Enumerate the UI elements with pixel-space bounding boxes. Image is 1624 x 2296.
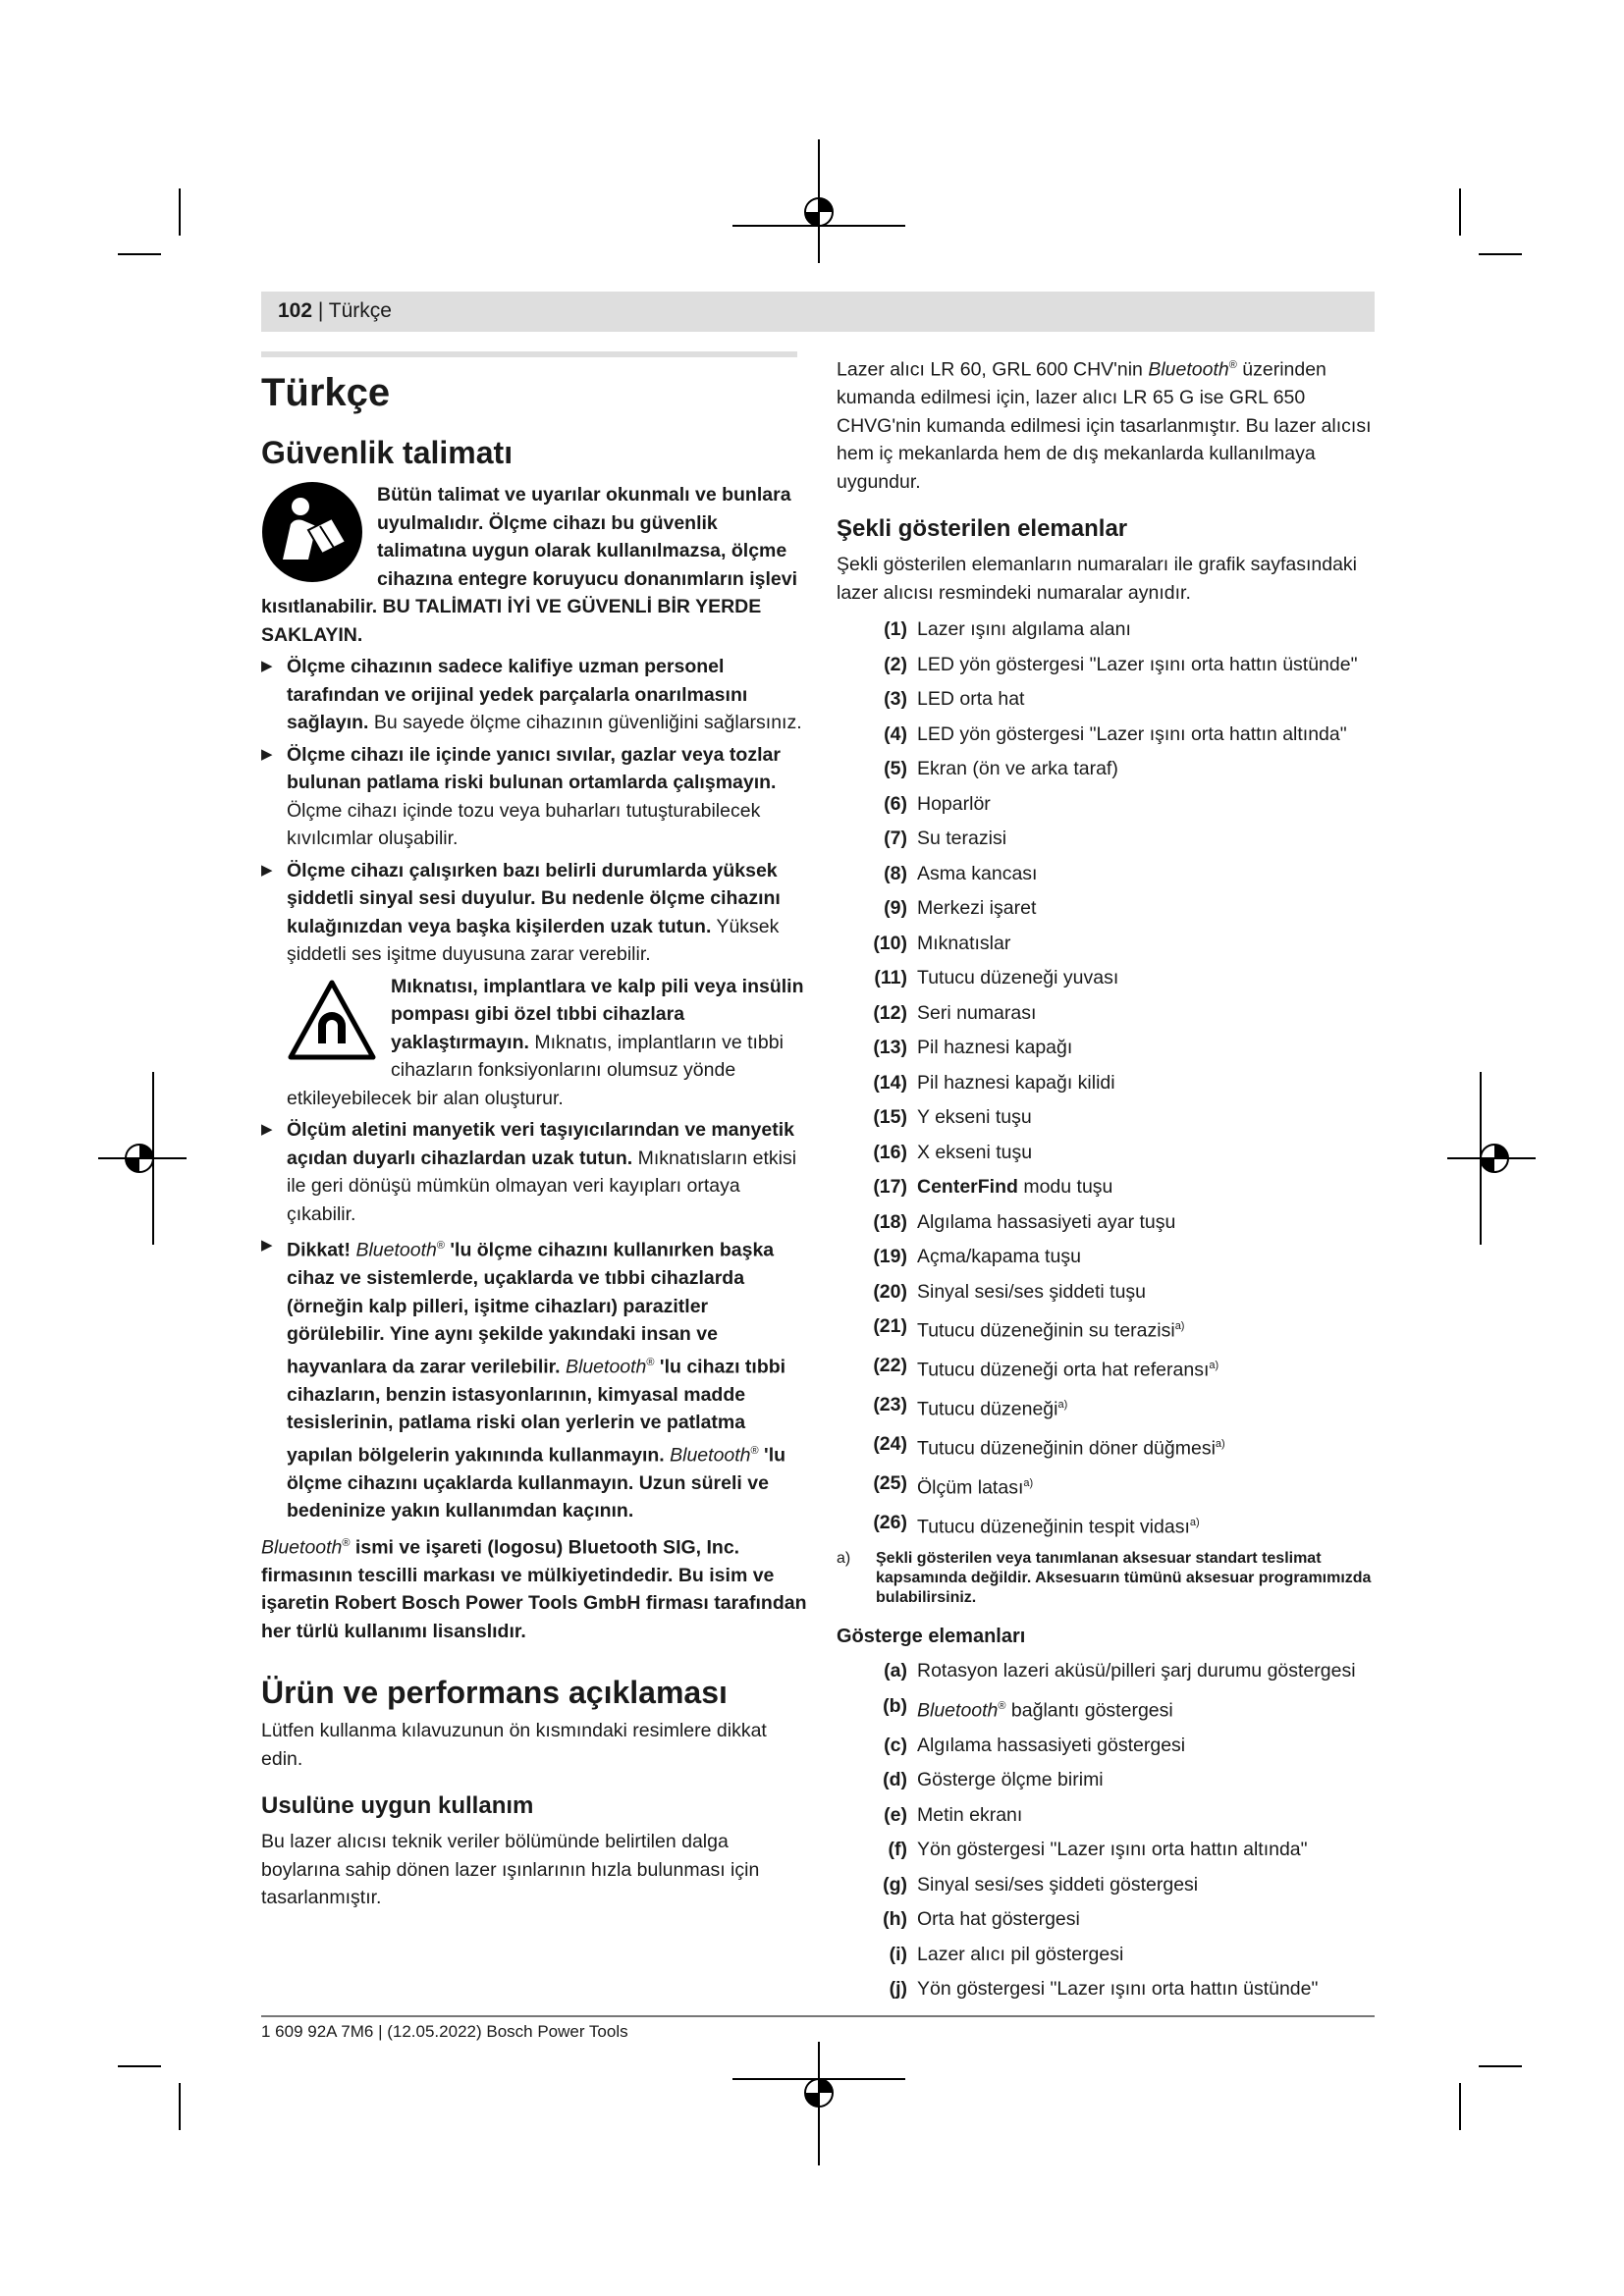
item-number: (23) <box>873 1394 907 1415</box>
footer-divider <box>261 2015 1375 2017</box>
bluetooth-word: Bluetooth <box>1148 358 1229 381</box>
item-label: Hoparlör <box>917 792 991 815</box>
item-number: (6) <box>884 792 907 815</box>
footnote-ref: a) <box>1023 1477 1034 1489</box>
safety-intro-block <box>261 481 811 649</box>
bullet-bold: 'lu cihazı tıbbi cihazların, benzin istasyonlarının, kimyasal madde tesislerinin, patlama riski olan yerlerin ve patlatma yapılan bölgelerin yakınında kullanmayın. <box>287 1356 786 1466</box>
item-text <box>917 1427 1225 1467</box>
list-item <box>837 1066 1375 1101</box>
item-label: Algılama hassasiyeti göstergesi <box>917 1734 1186 1756</box>
item-number: (26) <box>873 1512 907 1533</box>
item-text <box>917 1729 1185 1764</box>
list-item <box>837 1506 1375 1545</box>
item-number: (j) <box>889 1978 907 2000</box>
item-label: Sinyal sesi/ses şiddeti tuşu <box>917 1280 1147 1303</box>
item-label: Ekran (ön ve arka taraf) <box>917 758 1118 779</box>
item-text <box>917 1798 1022 1834</box>
list-item <box>837 1689 1375 1729</box>
item-number: (5) <box>884 758 907 779</box>
registered-mark: ® <box>436 1240 445 1252</box>
item-label: Y ekseni tuşu <box>917 1106 1032 1128</box>
item-number: (8) <box>884 862 907 884</box>
item-number: (e) <box>884 1803 907 1826</box>
bullet-bold: Ölçme cihazı çalışırken bazı belirli durumlarda yüksek şiddetli sinyal sesi duyulur. Bu nedenle ölçme cihazını kulağınızdan veya başka kişilerden uzak tutun. <box>287 859 781 937</box>
list-item <box>837 1388 1375 1427</box>
trademark-text: ismi ve işareti (logosu) Bluetooth SIG, Inc. firmasının tescilli markası ve mülkiyetindedir. Bu isim ve işaretin Robert Bosch Power Tools GmbH firması tarafından her türlü kullanımı lisanslıdır. <box>261 1536 807 1642</box>
item-number: (10) <box>873 932 907 954</box>
bullet-bold: Ölçüm aletini manyetik veri taşıyıcılarından ve manyetik açıdan duyarlı cihazlardan uzak tutun. <box>287 1119 794 1169</box>
item-label: Sinyal sesi/ses şiddeti göstergesi <box>917 1873 1199 1896</box>
item-text <box>917 1388 1067 1427</box>
item-text <box>917 1689 1173 1729</box>
product-heading: Ürün ve performans açıklaması <box>261 1675 728 1710</box>
item-label: Ölçüm latası <box>917 1476 1024 1499</box>
item-text <box>917 1763 1104 1798</box>
registered-mark: ® <box>646 1356 655 1368</box>
page-header-bar <box>261 292 1375 332</box>
item-label: LED yön göstergesi "Lazer ışını orta hattın üstünde" <box>917 653 1358 675</box>
item-label: Merkezi işaret <box>917 897 1037 919</box>
list-item <box>837 648 1375 683</box>
item-number: (21) <box>873 1315 907 1337</box>
list-item <box>837 822 1375 857</box>
item-label: Açma/kapama tuşu <box>917 1246 1081 1267</box>
list-item <box>837 1275 1375 1310</box>
footnote-ref: a) <box>1215 1438 1225 1450</box>
page-footer: 1 609 92A 7M6 | (12.05.2022) Bosch Power Tools <box>261 2022 628 2041</box>
item-text <box>917 1902 1080 1938</box>
item-number: (24) <box>873 1433 907 1455</box>
item-number: (c) <box>884 1734 907 1756</box>
item-text <box>917 1170 1112 1205</box>
item-text <box>917 1275 1146 1310</box>
item-label: X ekseni tuşu <box>917 1141 1033 1163</box>
item-number: (17) <box>873 1176 907 1198</box>
item-number: (15) <box>873 1106 907 1128</box>
intended-use-heading: Usulüne uygun kullanım <box>261 1792 534 1819</box>
item-label: Gösterge ölçme birimi <box>917 1769 1104 1790</box>
item-label: Mıknatıslar <box>917 932 1011 954</box>
footnote-mark: a) <box>837 1550 851 1567</box>
item-label: Lazer ışını algılama alanı <box>917 618 1131 640</box>
item-text <box>917 822 1006 857</box>
attention-label: Dikkat! <box>287 1239 356 1261</box>
item-text <box>917 1349 1218 1388</box>
item-number: (13) <box>873 1037 907 1058</box>
item-number: (20) <box>873 1280 907 1303</box>
list-item <box>837 1467 1375 1506</box>
item-label: Algılama hassasiyeti ayar tuşu <box>917 1210 1176 1233</box>
bullet-bold: 'lu ölçme cihazını kullanırken başka cihaz ve sistemlerde, uçaklarda ve tıbbi cihazlarda (örneğin kalp pilleri, işitme cihazları) parazitler görülebilir. Yine aynı şekilde yakındaki insan ve hayvanlara da zarar verilebilir. <box>287 1239 775 1377</box>
list-item <box>837 1798 1375 1834</box>
read-manual-icon <box>261 481 363 583</box>
list-item <box>837 1349 1375 1388</box>
list-item <box>837 996 1375 1032</box>
item-number: (9) <box>884 897 907 919</box>
item-label: Tutucu düzeneğinin döner düğmesi <box>917 1437 1216 1460</box>
list-item <box>837 1205 1375 1241</box>
footnote-ref: a) <box>1057 1399 1068 1411</box>
item-label: Pil haznesi kapağı <box>917 1037 1073 1058</box>
item-number: (25) <box>873 1472 907 1494</box>
crop-mark <box>179 188 181 236</box>
item-number: (19) <box>873 1246 907 1267</box>
item-label: Seri numarası <box>917 1001 1037 1024</box>
list-item <box>837 682 1375 718</box>
list-item <box>837 1100 1375 1136</box>
list-item <box>837 1654 1375 1689</box>
item-number: (f) <box>888 1839 907 1860</box>
section-divider <box>261 351 797 357</box>
item-number: (12) <box>873 1001 907 1024</box>
item-number: (1) <box>884 618 907 640</box>
list-item <box>837 787 1375 823</box>
item-number: (22) <box>873 1355 907 1376</box>
item-text <box>917 1506 1200 1545</box>
registered-mark: ® <box>998 1699 1006 1712</box>
item-label: Rotasyon lazeri aküsü/pilleri şarj durumu göstergesi <box>917 1660 1356 1682</box>
item-text <box>917 1205 1175 1241</box>
item-label: bağlantı göstergesi <box>1005 1699 1173 1721</box>
item-number: (g) <box>883 1873 907 1896</box>
item-number: (11) <box>874 967 907 988</box>
item-text <box>917 1240 1081 1275</box>
bullet-bold: Ölçme cihazı ile içinde yanıcı sıvılar, gazlar veya tozlar bulunan patlama riski bulunan ortamlarda çalışmayın. <box>287 743 781 793</box>
item-number: (18) <box>873 1210 907 1233</box>
item-text <box>917 961 1118 996</box>
list-item <box>837 1427 1375 1467</box>
list-item <box>837 1902 1375 1938</box>
item-number: (i) <box>889 1943 907 1965</box>
item-number: (h) <box>883 1908 907 1930</box>
list-item <box>837 718 1375 753</box>
magnet-warning-icon <box>287 979 377 1063</box>
item-number: (a) <box>884 1660 907 1682</box>
bullet-bold: Ölçme cihazının sadece kalifiye uzman personel tarafından ve orijinal yedek parçalarla onarılmasını sağlayın. <box>287 656 748 733</box>
item-label: Asma kancası <box>917 862 1038 884</box>
crop-mark <box>1479 2065 1522 2067</box>
registered-mark: ® <box>750 1444 759 1457</box>
item-number: (3) <box>884 688 907 710</box>
item-text <box>917 682 1024 718</box>
right-column <box>837 351 1375 2007</box>
item-label: Metin ekranı <box>917 1803 1023 1826</box>
item-label: modu tuşu <box>1017 1176 1113 1198</box>
safety-bullet <box>261 857 811 969</box>
footnote <box>837 1549 1375 1608</box>
list-item <box>837 1031 1375 1066</box>
bullet-text: Bu sayede ölçme cihazının güvenliğini sağlarsınız. <box>368 712 802 733</box>
item-number: (7) <box>884 828 907 849</box>
magnet-text: Mıknatıs, implantların ve tıbbi cihazların fonksiyonlarını olumsuz yönde etkileyebilecek bir alan oluşturur. <box>287 1031 784 1109</box>
item-italic-prefix: Bluetooth <box>917 1699 999 1721</box>
item-number: (16) <box>873 1141 907 1163</box>
footnote-ref: a) <box>1189 1517 1200 1528</box>
registered-mark: ® <box>1228 359 1237 371</box>
item-text <box>917 1833 1308 1868</box>
item-label: LED orta hat <box>917 688 1025 710</box>
list-item <box>837 1972 1375 2007</box>
item-text <box>917 718 1347 753</box>
bluetooth-word: Bluetooth <box>355 1239 437 1261</box>
magnet-bold: Mıknatısı, implantlara ve kalp pili veya insülin pompası gibi özel tıbbi cihazlara yaklaştırmayın. <box>391 975 804 1053</box>
list-item <box>837 1309 1375 1349</box>
item-text <box>917 1467 1033 1506</box>
crop-mark <box>1479 253 1522 255</box>
safety-intro: Bütün talimat ve uyarılar okunmalı ve bunlara uyulmalıdır. Ölçme cihazı bu güvenlik talimatına uygun olarak kullanılmazsa, ölçme cihazına entegre koruyucu donanımların işlevi kısıtlanabilir. BU TALİMATI İYİ VE GÜVENLİ BİR YERDE SAKLAYIN. <box>261 484 798 646</box>
receiver-intro <box>837 351 1375 496</box>
display-list <box>837 1654 1375 2007</box>
bullet-bold: 'lu ölçme cihazını uçaklarda kullanmayın. Uzun süreli ve bedeninize yakın kullanımdan kaçının. <box>287 1444 786 1522</box>
intro-part: üzerinden kumanda edilmesi için, lazer alıcı LR 65 G ise GRL 650 CHVG'nin kumanda edilmesi için tasarlanmıştır. Bu lazer alıcısı hem iç mekanlarda hem de dış mekanlarda kullanılmaya uygundur. <box>837 358 1372 493</box>
components-heading: Şekli gösterilen elemanlar <box>837 515 1128 542</box>
list-item <box>837 1240 1375 1275</box>
crop-mark <box>118 253 161 255</box>
item-text <box>917 891 1036 927</box>
safety-bullet <box>261 1116 811 1228</box>
components-list <box>837 613 1375 1545</box>
list-item <box>837 927 1375 962</box>
item-label: LED yön göstergesi "Lazer ışını orta hattın altında" <box>917 722 1347 745</box>
item-text <box>917 996 1036 1032</box>
intro-part: Lazer alıcı LR 60, GRL 600 CHV'nin <box>837 358 1149 381</box>
list-item <box>837 1170 1375 1205</box>
left-column <box>261 363 811 1912</box>
safety-bullet-bluetooth <box>261 1232 811 1525</box>
item-text <box>917 648 1358 683</box>
components-intro: Şekli gösterilen elemanların numaraları ile grafik sayfasındaki lazer alıcısı resmindeki numaralar aynıdır. <box>837 554 1358 604</box>
item-label: Yön göstergesi "Lazer ışını orta hattın altında" <box>917 1839 1308 1860</box>
footnote-ref: a) <box>1174 1320 1185 1332</box>
list-item <box>837 1868 1375 1903</box>
bluetooth-word: Bluetooth <box>670 1444 751 1466</box>
product-text: Lütfen kullanma kılavuzunun ön kısmındaki resimlere dikkat edin. <box>261 1720 767 1770</box>
item-text <box>917 1066 1115 1101</box>
crop-mark <box>1459 2083 1461 2130</box>
bluetooth-word: Bluetooth <box>566 1356 647 1377</box>
crop-mark <box>118 2065 161 2067</box>
list-item <box>837 1938 1375 1973</box>
item-number: (4) <box>884 722 907 745</box>
bullet-text: Yüksek şiddetli ses işitme duyusuna zarar verebilir. <box>287 915 780 965</box>
registration-mark-icon <box>1447 1072 1536 1245</box>
item-label: Tutucu düzeneğinin tespit vidası <box>917 1516 1190 1538</box>
item-text <box>917 857 1037 892</box>
bullet-text: Mıknatısların etkisi ile geri dönüşü mümkün olmayan veri kayıpları ortaya çıkabilir. <box>287 1147 797 1225</box>
intended-use-text: Bu lazer alıcısı teknik veriler bölümünde belirtilen dalga boylarına sahip dönen lazer ışınlarının hızla bulunması için tasarlanmıştır. <box>261 1831 760 1908</box>
item-number: (14) <box>873 1071 907 1094</box>
page-header: 102 | Türkçe <box>278 299 392 322</box>
safety-heading: Güvenlik talimatı <box>261 435 514 470</box>
crop-mark <box>1459 188 1461 236</box>
list-item <box>837 961 1375 996</box>
registration-mark-icon <box>98 1072 187 1245</box>
item-label: Tutucu düzeneği <box>917 1398 1058 1420</box>
page-title: Türkçe <box>261 371 391 414</box>
item-text <box>917 927 1010 962</box>
item-text <box>917 1868 1198 1903</box>
item-text <box>917 1654 1356 1689</box>
page-number: 102 <box>278 299 313 322</box>
item-text <box>917 1938 1123 1973</box>
bluetooth-word: Bluetooth <box>261 1536 343 1558</box>
magnet-warning-block <box>261 973 811 1113</box>
item-text <box>917 613 1131 648</box>
registration-mark-icon <box>732 139 905 263</box>
item-label: Tutucu düzeneği yuvası <box>917 967 1119 988</box>
crop-mark <box>179 2083 181 2130</box>
item-label: Yön göstergesi "Lazer ışını orta hattın üstünde" <box>917 1978 1319 2000</box>
item-text <box>917 1972 1318 2007</box>
list-item <box>837 1136 1375 1171</box>
display-heading: Gösterge elemanları <box>837 1626 1026 1647</box>
item-text <box>917 1100 1032 1136</box>
bluetooth-trademark <box>261 1529 811 1646</box>
safety-bullet <box>261 741 811 853</box>
item-label: Tutucu düzeneğinin su terazisi <box>917 1319 1175 1342</box>
item-label: Tutucu düzeneği orta hat referansı <box>917 1359 1210 1381</box>
list-item <box>837 613 1375 648</box>
item-label: Lazer alıcı pil göstergesi <box>917 1943 1124 1965</box>
safety-bullet <box>261 653 811 737</box>
item-text <box>917 752 1118 787</box>
registered-mark: ® <box>342 1536 351 1549</box>
list-item <box>837 1833 1375 1868</box>
registration-mark-icon <box>732 2042 905 2165</box>
item-label: Su terazisi <box>917 828 1007 849</box>
item-number: (2) <box>884 653 907 675</box>
footnote-ref: a) <box>1209 1360 1219 1371</box>
item-text <box>917 1309 1184 1349</box>
item-number: (b) <box>883 1694 907 1717</box>
item-number: (d) <box>883 1769 907 1790</box>
list-item <box>837 1763 1375 1798</box>
list-item <box>837 1729 1375 1764</box>
footnote-text: Şekli gösterilen veya tanımlanan aksesuar standart teslimat kapsamında değildir. Aksesuarın tümünü aksesuar programımızda bulabilirsiniz. <box>876 1550 1372 1606</box>
bullet-text: Ölçme cihazı içinde tozu veya buharları tutuşturabilecek kıvılcımlar oluşabilir. <box>287 799 761 849</box>
item-text <box>917 787 991 823</box>
item-text <box>917 1031 1072 1066</box>
list-item <box>837 752 1375 787</box>
item-text <box>917 1136 1032 1171</box>
item-bold-prefix: CenterFind <box>917 1176 1018 1198</box>
list-item <box>837 857 1375 892</box>
header-language: Türkçe <box>328 299 392 322</box>
item-label: Pil haznesi kapağı kilidi <box>917 1071 1115 1094</box>
item-label: Orta hat göstergesi <box>917 1908 1080 1930</box>
list-item <box>837 891 1375 927</box>
